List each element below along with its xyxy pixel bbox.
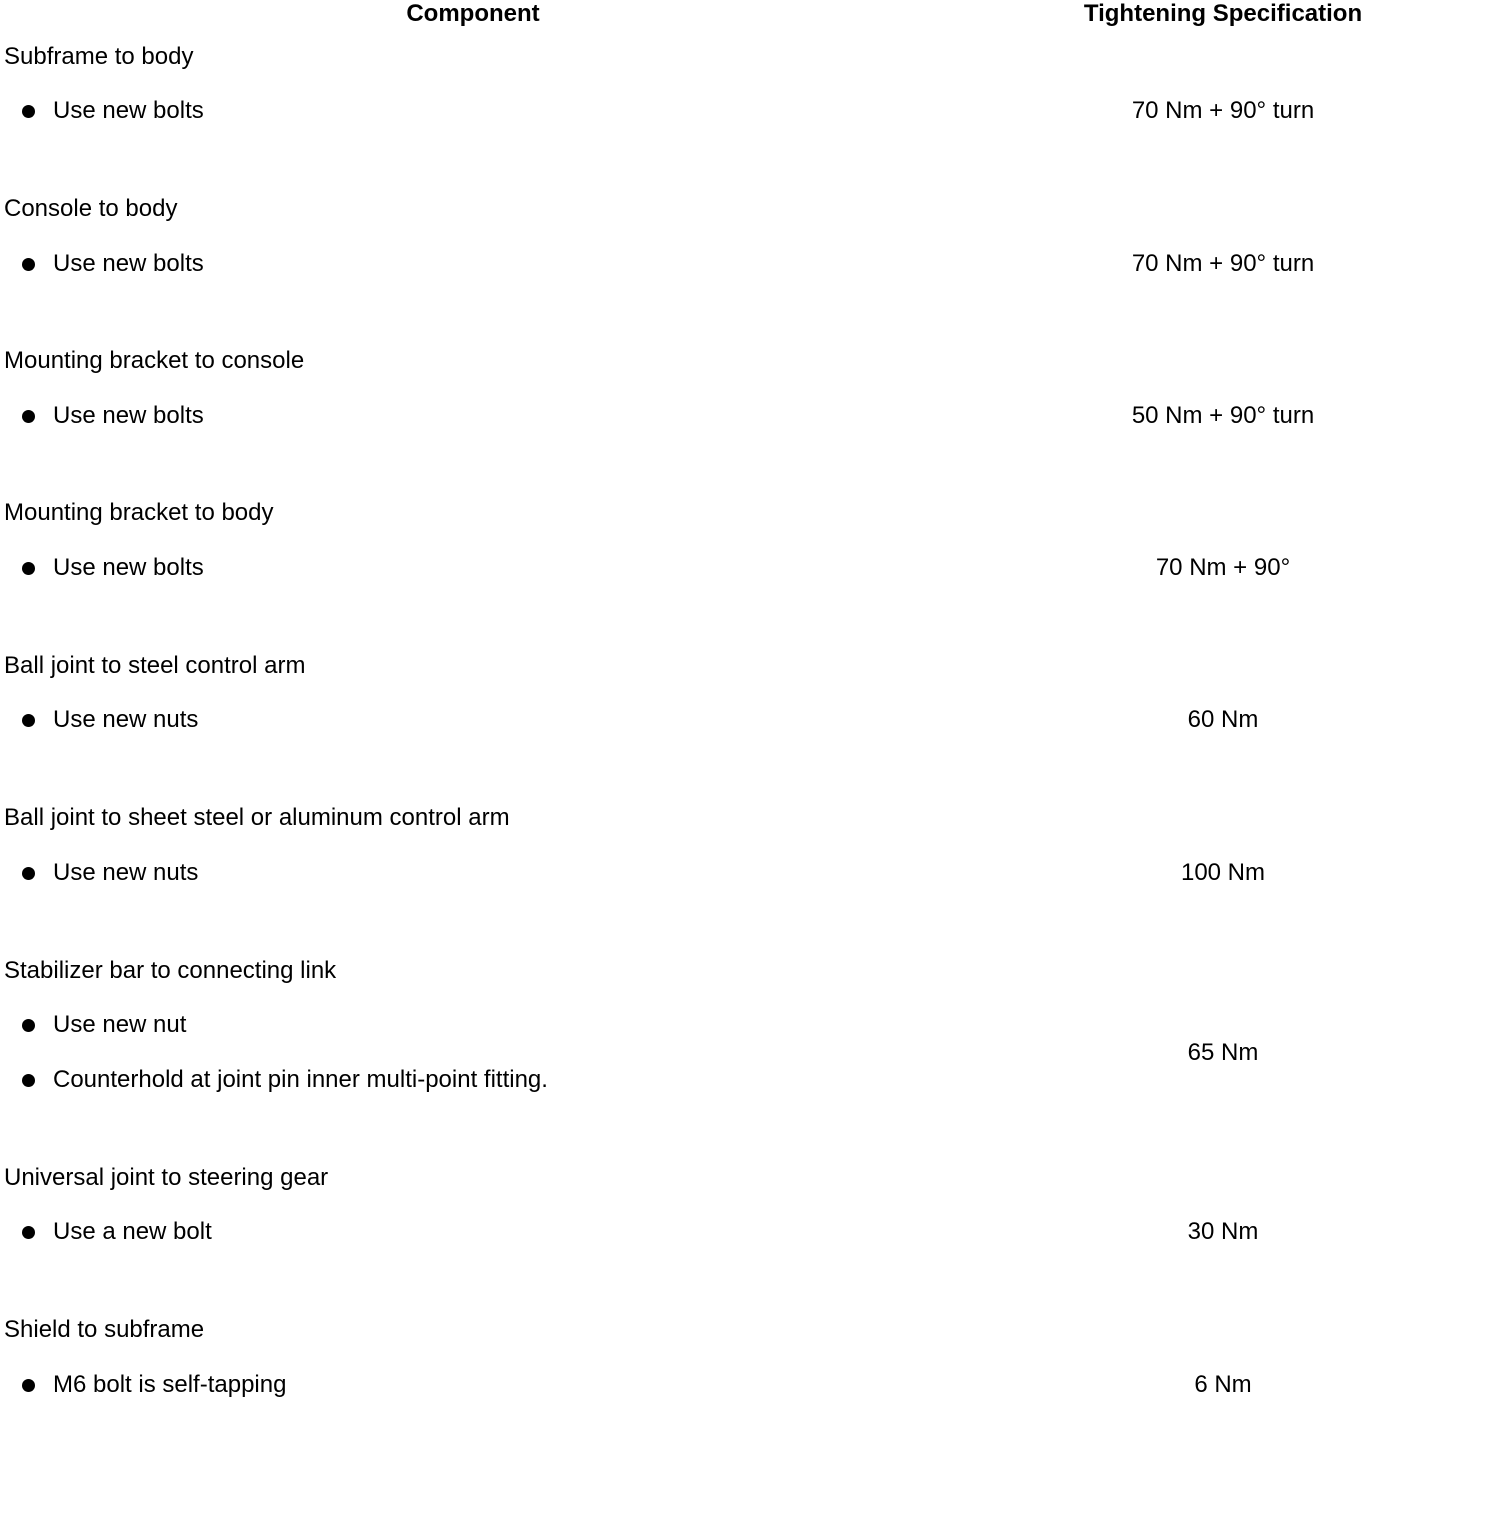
component-note: Use new bolts	[53, 402, 204, 429]
bullet-icon	[22, 714, 35, 727]
component-name: Mounting bracket to body	[4, 499, 274, 526]
tightening-spec: 70 Nm + 90° turn	[1131, 250, 1315, 277]
bullet-icon	[22, 562, 35, 575]
tightening-spec: 6 Nm	[1194, 1371, 1252, 1398]
component-name: Ball joint to sheet steel or aluminum control arm	[4, 804, 510, 831]
component-note: Use new nuts	[53, 859, 199, 886]
bullet-icon	[22, 105, 35, 118]
component-note: Counterhold at joint pin inner multi-point fitting.	[53, 1066, 548, 1093]
tightening-spec: 65 Nm	[1187, 1039, 1259, 1066]
bullet-icon	[22, 1226, 35, 1239]
tightening-spec: 70 Nm + 90° turn	[1131, 97, 1315, 124]
component-note: Use new bolts	[53, 554, 204, 581]
component-note: Use new nut	[53, 1011, 187, 1038]
bullet-icon	[22, 1019, 35, 1032]
component-name: Shield to subframe	[4, 1316, 205, 1343]
component-name: Subframe to body	[4, 43, 194, 70]
component-note: Use new nuts	[53, 706, 199, 733]
bullet-icon	[22, 1379, 35, 1392]
bullet-icon	[22, 1074, 35, 1087]
component-note: Use new bolts	[53, 97, 204, 124]
bullet-icon	[22, 258, 35, 271]
column-header-tightening-specification: Tightening Specification	[1083, 0, 1363, 27]
component-name: Stabilizer bar to connecting link	[4, 957, 337, 984]
component-note: Use new bolts	[53, 250, 204, 277]
tightening-spec: 60 Nm	[1187, 706, 1259, 733]
component-note: Use a new bolt	[53, 1218, 212, 1245]
tightening-spec: 50 Nm + 90° turn	[1131, 402, 1315, 429]
component-note: M6 bolt is self-tapping	[53, 1371, 287, 1398]
component-name: Ball joint to steel control arm	[4, 652, 306, 679]
tightening-spec: 30 Nm	[1187, 1218, 1259, 1245]
tightening-spec: 70 Nm + 90°	[1155, 554, 1291, 581]
component-name: Console to body	[4, 195, 178, 222]
component-name: Universal joint to steering gear	[4, 1164, 329, 1191]
tightening-spec: 100 Nm	[1180, 859, 1266, 886]
bullet-icon	[22, 867, 35, 880]
component-name: Mounting bracket to console	[4, 347, 305, 374]
column-header-component: Component	[406, 0, 540, 27]
bullet-icon	[22, 410, 35, 423]
